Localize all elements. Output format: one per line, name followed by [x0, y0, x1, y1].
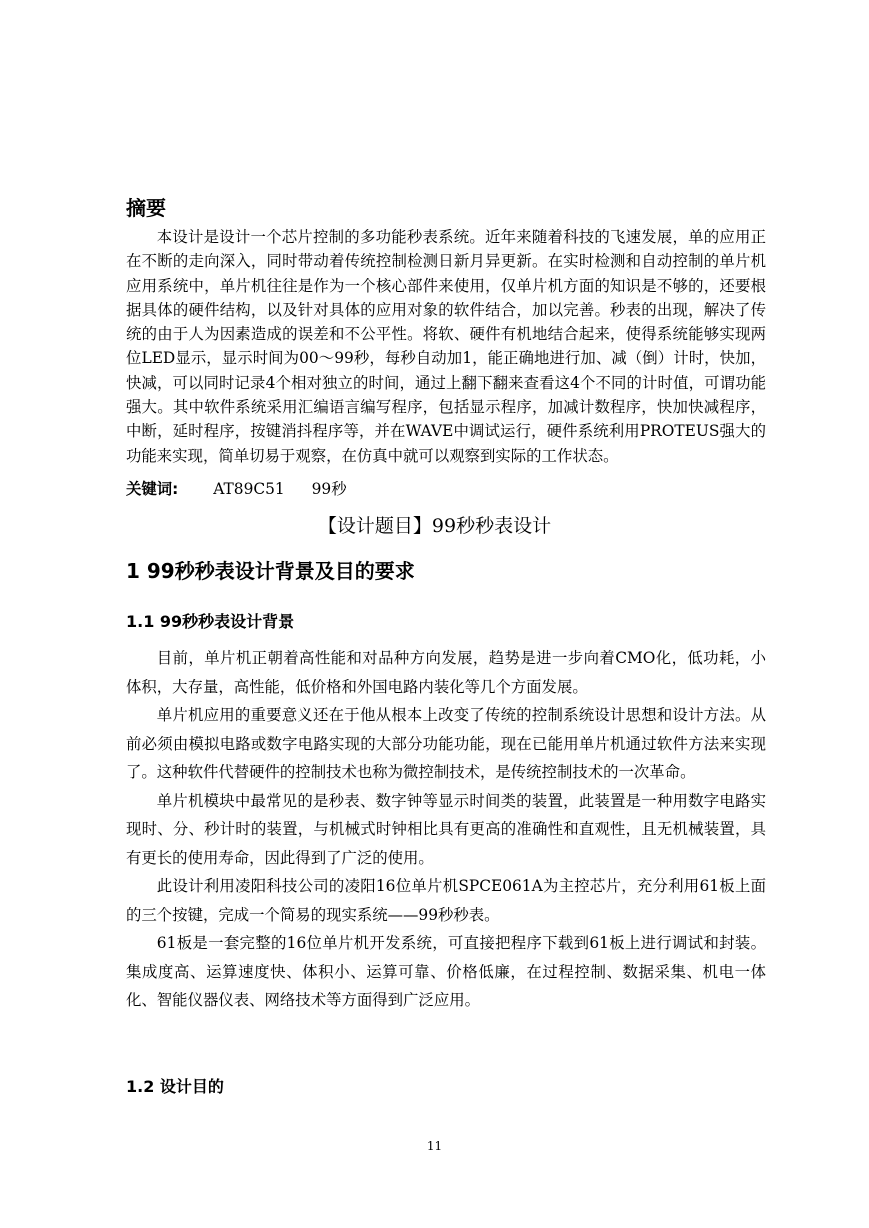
design-topic: 【设计题目】99秒秒表设计	[317, 515, 552, 537]
section-heading: 1 99秒秒表设计背景及目的要求	[126, 559, 415, 583]
subsection-heading: 1.1 99秒秒表设计背景	[126, 612, 295, 631]
keyword-item: 99秒	[311, 480, 347, 498]
body-paragraph: 单片机模块中最常见的是秒表、数字钟等显示时间类的装置，此装置是一种用数字电路实现时、分、秒计时的装置，与机械式时钟相比具有更高的准确性和直观性，且无机械装置，具有更长的使用寿命，因此得到了广泛的使用。	[126, 791, 766, 867]
body-paragraph: 此设计利用凌阳科技公司的凌阳16位单片机SPCE061A为主控芯片，充分利用61板上面的三个按键，完成一个简易的现实系统——99秒秒表。	[126, 877, 766, 924]
body-paragraph: 目前，单片机正朝着高性能和对品种方向发展，趋势是进一步向着CMO化，低功耗，小体积，大存量，高性能，低价格和外国电路内装化等几个方面发展。	[126, 649, 766, 696]
keywords-label: 关键词:	[126, 480, 179, 498]
abstract-title: 摘要	[126, 196, 166, 220]
body-paragraph: 61板是一套完整的16位单片机开发系统，可直接把程序下载到61板上进行调试和封装。集成度高、运算速度快、体积小、运算可靠、价格低廉，在过程控制、数据采集、机电一体化、智能仪器仪表、网络技术等方面得到广泛应用。	[126, 934, 766, 1009]
keyword-item: AT89C51	[213, 480, 285, 498]
body-paragraph: 单片机应用的重要意义还在于他从根本上改变了传统的控制系统设计思想和设计方法。从前必须由模拟电路或数字电路实现的大部分功能功能，现在已能用单片机通过软件方法来实现了。这种软件代替硬件的控制技术也称为微控制技术，是传统控制技术的一次革命。	[126, 706, 766, 781]
section-body	[126, 644, 766, 1015]
subsection-heading: 1.2 设计目的	[126, 1077, 224, 1096]
page-number: 11	[426, 1139, 443, 1153]
abstract-text: 本设计是设计一个芯片控制的多功能秒表系统。近年来随着科技的飞速发展，单的应用正在不断的走向深入，同时带动着传统控制检测日新月异更新。在实时检测和自动控制的单片机应用系统中，单片机往往是作为一个核心部件来使用，仅单片机方面的知识是不够的，还要根据具体的硬件结构，以及针对具体的应用对象的软件结合，加以完善。秒表的出现，解决了传统的由于人为因素造成的误差和不公平性。将软、硬件有机地结合起来，使得系统能够实现两位LED显示，显示时间为00～99秒，每秒自动加1，能正确地进行加、减（倒）计时，快加，快减，可以同时记录4个相对独立的时间，通过上翻下翻来查看这4个不同的计时值，可谓功能强大。其中软件系统采用汇编语言编写程序，包括显示程序，加减计数程序，快加快减程序，中断，延时程序，按键消抖程序等，并在WAVE中调试运行，硬件系统利用PROTEUS强大的功能来实现，简单切易于观察，在仿真中就可以观察到实际的工作状态。	[126, 228, 766, 465]
keywords-line	[126, 477, 369, 501]
